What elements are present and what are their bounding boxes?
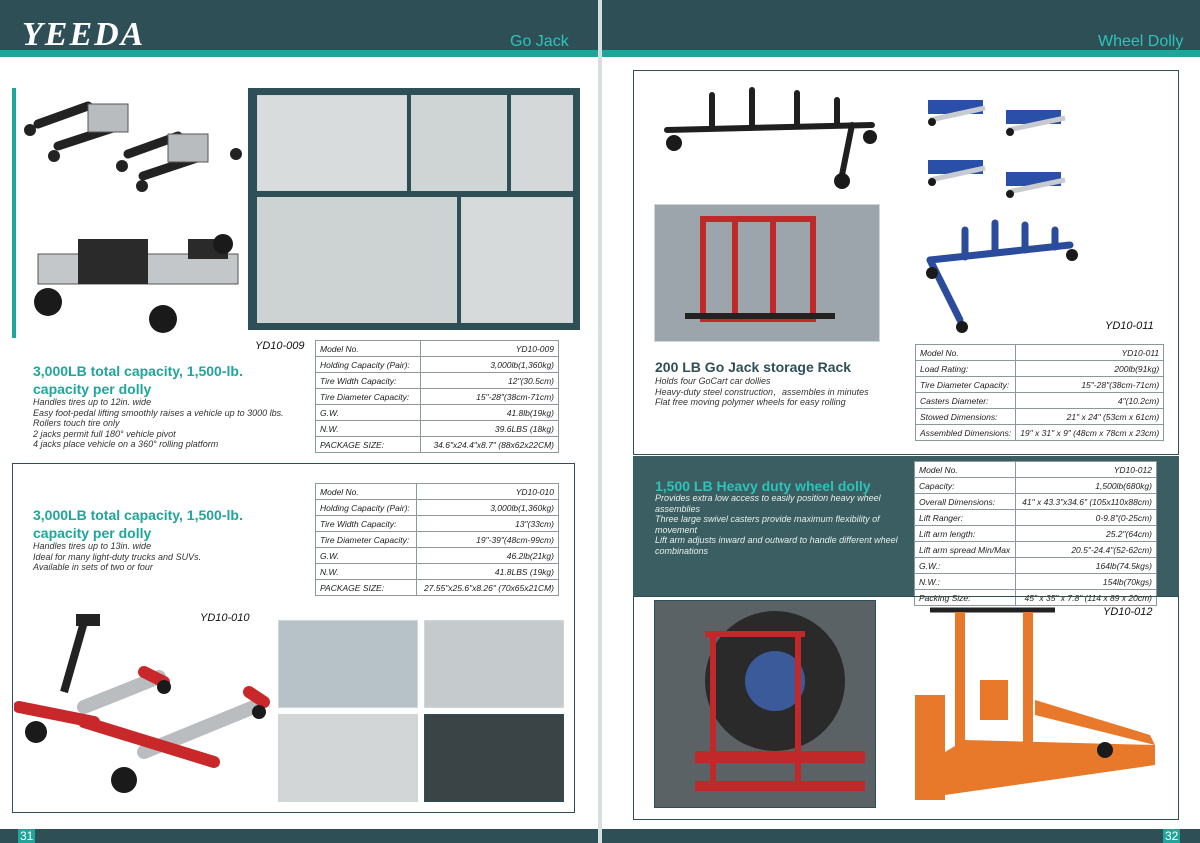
prod2-title-line1: 3,000LB total capacity, 1,500-lb. <box>33 507 243 523</box>
prod1-detail-photo-4 <box>257 197 457 323</box>
prod4-desc-line: Lift arm adjusts inward and outward to handle different wheel <box>655 535 898 545</box>
prod2-description <box>33 541 293 573</box>
right-header-stripe <box>602 50 1200 57</box>
prod4-desc-line: combinations <box>655 545 709 556</box>
prod4-spec-table <box>914 461 1157 606</box>
spec-key: Overall Dimensions: <box>915 494 1016 510</box>
prod1-desc-line: Easy foot-pedal lifting smoothly raises a vehicle up to 3000 lbs. <box>33 407 284 418</box>
prod2-spec-table <box>315 483 559 596</box>
spec-value: YD10-010 <box>416 484 558 500</box>
spec-row <box>316 341 559 357</box>
prod1-detail-photo-1 <box>257 95 407 191</box>
prod4-description <box>655 493 900 556</box>
spec-key: PACKAGE SIZE: <box>316 580 417 596</box>
prod2-photo-2 <box>424 620 564 708</box>
spec-key: Load Rating: <box>916 361 1016 377</box>
spec-value: 3,000lb(1,360kg) <box>421 357 559 373</box>
spec-key: Tire Width Capacity: <box>316 373 421 389</box>
prod2-desc-line: Ideal for many light-duty trucks and SUVs. <box>33 551 202 562</box>
spec-value: 3,000lb(1,360kg) <box>416 500 558 516</box>
spec-row <box>316 437 559 453</box>
prod1-accent-bar <box>12 88 16 338</box>
spec-value: YD10-009 <box>421 341 559 357</box>
spec-value: 45" x 35" x 7.8" (114 x 89 x 20cm) <box>1016 590 1157 606</box>
spec-row <box>916 409 1164 425</box>
prod1-detail-collage <box>248 88 580 330</box>
spec-value: 15"-28"(38cm-71cm) <box>421 389 559 405</box>
spec-value: 1,500lb(680kg) <box>1016 478 1157 494</box>
prod2-model-tag: YD10-010 <box>200 612 250 624</box>
spec-row <box>915 526 1157 542</box>
prod4-model-tag: YD10-012 <box>1103 606 1153 618</box>
prod2-photo-grid <box>278 620 564 808</box>
spec-key: Holding Capacity (Pair): <box>316 500 417 516</box>
spec-value: 41.8lb(19kg) <box>421 405 559 421</box>
prod1-description <box>33 397 313 450</box>
spec-value: 4"(10.2cm) <box>1016 393 1164 409</box>
prod1-desc-line: 2 jacks permit full 180° vehicle pivot <box>33 428 176 439</box>
left-footer-bar <box>0 829 598 843</box>
prod2-photo-1 <box>278 620 418 708</box>
spec-key: G.W. <box>316 405 421 421</box>
prod1-title-line2: capacity per dolly <box>33 381 152 397</box>
prod2-desc-line: Handles tires up to 13in. wide <box>33 541 152 551</box>
spec-row <box>316 484 559 500</box>
prod4-desc-line: movement <box>655 524 698 535</box>
spec-value: 20.5"-24.4"(52-62cm) <box>1016 542 1157 558</box>
prod1-main-image <box>18 84 248 336</box>
spec-key: Lift arm spread Min/Max <box>915 542 1016 558</box>
prod2-photo-3 <box>278 714 418 802</box>
prod1-spec-table <box>315 340 559 453</box>
spec-row <box>915 558 1157 574</box>
spec-key: N.W.: <box>915 574 1016 590</box>
spec-value: 154lb(70kgs) <box>1016 574 1157 590</box>
spec-row <box>316 373 559 389</box>
spec-value: 41" x 43.3"x34.6" (105x110x88cm) <box>1016 494 1157 510</box>
right-page-number: 32 <box>1165 829 1179 843</box>
spec-row <box>915 494 1157 510</box>
left-section-title: Go Jack <box>510 33 569 50</box>
prod3-model-tag: YD10-011 <box>1105 320 1154 332</box>
prod3-desc-line: Holds four GoCart car dollies <box>655 376 771 386</box>
prod3-spec-table <box>915 344 1164 441</box>
brand-logo: YEEDA <box>22 18 146 48</box>
spec-row <box>316 532 559 548</box>
prod3-desc-line: Heavy-duty steel construction，assembles in minutes <box>655 386 869 397</box>
spec-value: 15"-28"(38cm-71cm) <box>1016 377 1164 393</box>
spec-key: Tire Width Capacity: <box>316 516 417 532</box>
spec-value: 164lb(74.5kgs) <box>1016 558 1157 574</box>
spec-value: 0-9.8"(0-25cm) <box>1016 510 1157 526</box>
prod4-desc-line: Provides extra low access to easily position heavy wheel <box>655 493 881 503</box>
spec-key: Model No. <box>916 345 1016 361</box>
prod1-detail-photo-3 <box>511 95 573 191</box>
spec-row <box>316 421 559 437</box>
spec-row <box>316 516 559 532</box>
spec-value: 27.55"x25.6"x8.26" (70x65x21CM) <box>416 580 558 596</box>
spec-key: Tire Diameter Capacity: <box>916 377 1016 393</box>
spec-value: 21" x 24" (53cm x 61cm) <box>1016 409 1164 425</box>
prod3-rack-image <box>652 85 884 195</box>
spec-value: YD10-012 <box>1016 462 1157 478</box>
spec-row <box>915 478 1157 494</box>
prod3-blue-rack-image <box>920 215 1080 335</box>
prod1-detail-photo-5 <box>461 197 573 323</box>
page-gutter <box>598 0 602 843</box>
spec-key: N.W. <box>316 564 417 580</box>
prod3-description <box>655 376 905 408</box>
spec-key: Lift Ranger: <box>915 510 1016 526</box>
spec-value: 39.6LBS (18kg) <box>421 421 559 437</box>
prod1-desc-line: Handles tires up to 12in. wide <box>33 397 152 407</box>
spec-row <box>316 564 559 580</box>
prod2-desc-line: Available in sets of two or four <box>33 562 153 572</box>
spec-key: G.W. <box>316 548 417 564</box>
prod1-desc-line: Rollers touch tire only <box>33 418 120 428</box>
prod3-storage-photo <box>654 204 880 342</box>
prod2-main-image <box>14 612 272 802</box>
spec-row <box>915 510 1157 526</box>
spec-value: 46.2lb(21kg) <box>416 548 558 564</box>
spec-value: 19" x 31" x 9" (48cm x 78cm x 23cm) <box>1016 425 1164 441</box>
spec-row <box>915 542 1157 558</box>
prod4-title: 1,500 LB Heavy duty wheel dolly <box>655 478 871 494</box>
spec-row <box>316 405 559 421</box>
spec-value: 12"(30.5cm) <box>421 373 559 389</box>
spec-row <box>316 500 559 516</box>
spec-key: Model No. <box>316 484 417 500</box>
left-page-number: 31 <box>20 829 34 843</box>
prod3-desc-line: Flat free moving polymer wheels for easy rolling <box>655 397 846 407</box>
spec-value: 19"-39"(48cm-99cm) <box>416 532 558 548</box>
prod4-dolly-image <box>905 600 1165 805</box>
spec-row <box>316 389 559 405</box>
right-footer-bar <box>602 829 1200 843</box>
spec-key: Assembled Dimensions: <box>916 425 1016 441</box>
spec-key: Lift arm length: <box>915 526 1016 542</box>
spec-value: 34.6"x24.4"x8.7" (88x62x22CM) <box>421 437 559 453</box>
spec-row <box>916 377 1164 393</box>
spec-key: PACKAGE SIZE: <box>316 437 421 453</box>
spec-row <box>316 548 559 564</box>
spec-key: Capacity: <box>915 478 1016 494</box>
spec-row <box>915 462 1157 478</box>
prod2-photo-4 <box>424 714 564 802</box>
right-section-title: Wheel Dolly <box>1098 33 1184 50</box>
spec-key: Stowed Dimensions: <box>916 409 1016 425</box>
prod3-title: 200 LB Go Jack storage Rack <box>655 359 852 375</box>
prod3-dollies-image <box>920 88 1078 208</box>
spec-row <box>916 361 1164 377</box>
prod4-desc-line: assemblies <box>655 503 701 514</box>
prod2-title-line2: capacity per dolly <box>33 525 152 541</box>
spec-key: G.W.: <box>915 558 1016 574</box>
spec-value: 200lb(91kg) <box>1016 361 1164 377</box>
prod1-detail-photo-2 <box>411 95 507 191</box>
prod4-desc-line: Three large swivel casters provide maximum flexibility of <box>655 514 880 524</box>
spec-row <box>316 357 559 373</box>
prod4-truck-photo <box>654 600 876 808</box>
spec-key: Packing Size: <box>915 590 1016 606</box>
left-header-stripe <box>0 50 598 57</box>
spec-value: 25.2"(64cm) <box>1016 526 1157 542</box>
spec-value: YD10-011 <box>1016 345 1164 361</box>
spec-value: 41.8LBS (19kg) <box>416 564 558 580</box>
prod1-desc-line: 4 jacks place vehicle on a 360° rolling platform <box>33 439 219 449</box>
spec-row <box>916 425 1164 441</box>
spec-value: 13"(33cm) <box>416 516 558 532</box>
spec-row <box>916 345 1164 361</box>
spec-key: Casters Diameter: <box>916 393 1016 409</box>
spec-key: Tire Diameter Capacity: <box>316 389 421 405</box>
spec-row <box>316 580 559 596</box>
spec-key: N.W. <box>316 421 421 437</box>
spec-key: Tire Diameter Capacity: <box>316 532 417 548</box>
spec-key: Holding Capacity (Pair): <box>316 357 421 373</box>
prod1-model-tag: YD10-009 <box>255 340 305 352</box>
spec-key: Model No. <box>915 462 1016 478</box>
spec-key: Model No. <box>316 341 421 357</box>
spec-row <box>915 574 1157 590</box>
prod1-title-line1: 3,000LB total capacity, 1,500-lb. <box>33 363 243 379</box>
spec-row <box>916 393 1164 409</box>
